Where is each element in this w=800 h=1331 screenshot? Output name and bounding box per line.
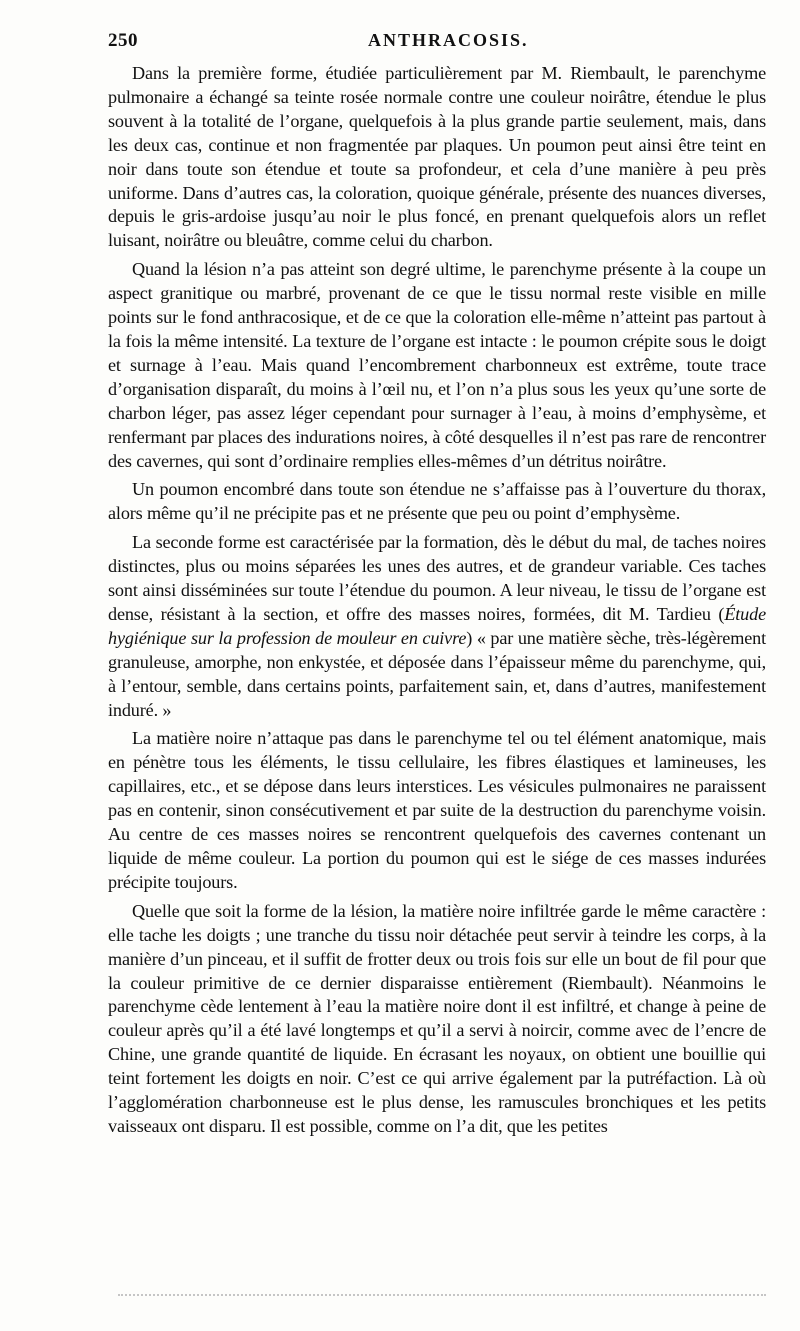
running-title: ANTHRACOSIS.: [368, 30, 529, 50]
running-head: [108, 30, 768, 54]
paragraph-2: Quand la lésion n’a pas atteint son degré ultime, le parenchyme présente à la coupe un aspect granitique ou marbré, provenant de ce que le tissu normal reste visible en mille points sur le fond anthracosique, et de ce que la coloration elle-même n’atteint pas partout à la fois la même intensité. La texture de l’organe est intacte : le poumon crépite sous le doigt et surnage à l’eau. Mais quand l’encombrement charbonneux est extrême, toute trace d’organisation disparaît, du moins à l’œil nu, et l’on n’a plus sous les yeux qu’une sorte de charbon léger, pas assez léger cependant pour surnager à l’eau, à moins d’emphysème, et renfermant par places des indurations noires, à côté desquelles il n’est pas rare de rencontrer des cavernes, qui sont d’ordinaire remplies elles-mêmes d’un détritus noirâtre.: [108, 259, 766, 471]
paragraph-4-text-end: ) « par une matière sèche, très-légèrement granuleuse, amorphe, non enkystée, et déposée dans l’épaisseur même du parenchyme, qui, à l’entour, semble, dans certains points, parfaitement sain, et, dans d’autres, manifestement induré. »: [108, 627, 766, 720]
paragraph-3: Un poumon encombré dans toute son étendue ne s’affaisse pas à l’ouverture du thorax, alors même qu’il ne précipite pas et ne présente que peu ou point d’emphysème.: [108, 479, 766, 524]
citation-title: Étude hygiénique sur la profession de mouleur en cuivre: [108, 603, 766, 648]
paragraph-6: Quelle que soit la forme de la lésion, la matière noire infiltrée garde le même caractère : elle tache les doigts ; une tranche du tissu noir détachée peut servir à teindre les corps, à la manière d’un pinceau, et il suffit de frotter deux ou trois fois sur elle un bout de fil pour que la couleur primitive de ce dernier disparaisse entièrement (Riembault). Néanmoins le parenchyme cède lentement à l’eau la matière noire dont il est infiltré, et change à peine de couleur après qu’il a été lavé longtemps et qu’il a servi à noircir, comme avec de l’encre de Chine, une grande quantité de liquide. En écrasant les noyaux, on obtient une bouillie qui teint fortement les doigts en noir. C’est ce qui arrive également par la putréfaction. Là où l’agglomération charbonneuse est le plus dense, les ramuscules bronchiques et les petits vaisseaux ont disparu. Il est possible, comme on l’a dit, que les petites: [108, 900, 766, 1136]
body-text: [108, 62, 766, 1144]
page-number: 250: [108, 30, 138, 51]
paragraph-5: La matière noire n’attaque pas dans le parenchyme tel ou tel élément anatomique, mais en pénètre tous les éléments, le tissu cellulaire, les fibres élastiques et lamineuses, les capillaires, etc., et se dépose dans leurs interstices. Les vésicules pulmonaires ne paraissent pas en contenir, sinon consécutivement et par suite de la destruction du parenchyme voisin. Au centre de ces masses noires se rencontrent quelquefois des cavernes contenant un liquide de même couleur. La portion du poumon qui est le siége de ces masses indurées précipite toujours.: [108, 728, 766, 892]
paragraph-4: [108, 531, 766, 722]
paragraph-1: Dans la première forme, étudiée particulièrement par M. Riembault, le parenchyme pulmonaire a échangé sa teinte rosée normale contre une couleur noirâtre, étendue le plus souvent à la totalité de l’organe, quelquefois à la plus grande partie seulement, mais, dans les deux cas, continue et non fragmentée par plaques. Un poumon peut ainsi être teint en noir dans toute son étendue et toute sa profondeur, et cela d’une manière à peu près uniforme. Dans d’autres cas, la coloration, quoique générale, présente des nuances diverses, depuis le gris-ardoise jusqu’au noir le plus foncé, en prenant quelquefois alors un reflet luisant, noirâtre ou bleuâtre, comme celui du charbon.: [108, 63, 766, 251]
footer-rule: [118, 1294, 766, 1299]
paragraph-4-text-start: La seconde forme est caractérisée par la formation, dès le début du mal, de taches noires distinctes, plus ou moins séparées les unes des autres, et de grandeur variable. Ces taches sont ainsi disséminées sur toute l’étendue du poumon. A leur niveau, le tissu de l’organe est dense, résistant à la section, et offre des masses noires, formées, dit M. Tardieu (: [108, 532, 766, 624]
